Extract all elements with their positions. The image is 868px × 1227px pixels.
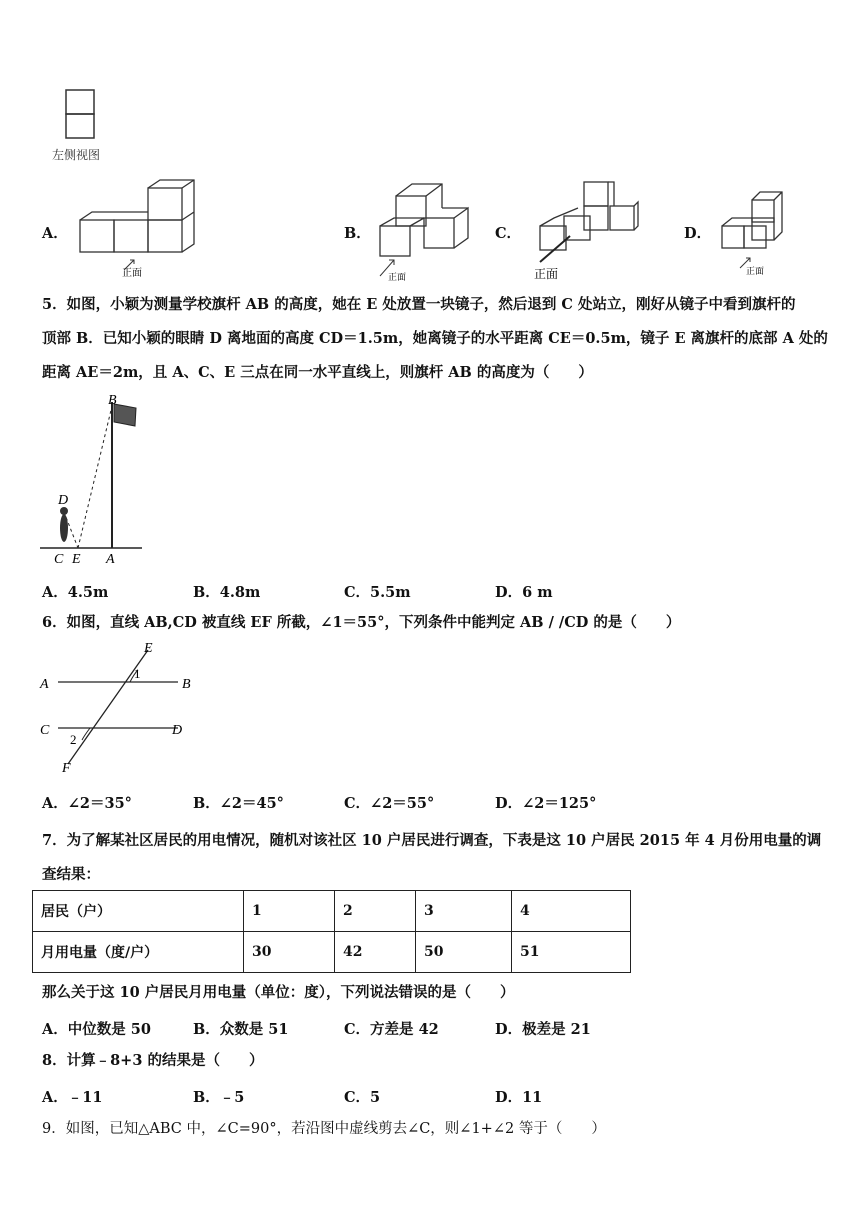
table-row <box>33 891 631 932</box>
q7-option-c[interactable]: C．方差是 42 <box>344 1021 439 1038</box>
q5-option-d[interactable]: D．6 m <box>495 584 553 601</box>
table-header-cell: 居民（户） <box>33 891 244 932</box>
table-cell: 50 <box>416 932 512 973</box>
label-line-e: E <box>144 641 153 656</box>
q8-option-d[interactable]: D．11 <box>495 1089 543 1106</box>
q5-stem-line1: 5．如图，小颖为测量学校旗杆 AB 的高度，她在 E 处放置一块镜子，然后退到 C 处站立，刚好从镜子中看到旗杆的 <box>42 296 796 313</box>
label-line-b: B <box>182 677 191 692</box>
label-a: A <box>106 552 115 567</box>
table-cell: 42 <box>335 932 416 973</box>
table-header-cell: 月用电量（度/户） <box>33 932 244 973</box>
q7-question: 那么关于这 10 户居民月用电量（单位：度），下列说法错误的是（ ） <box>42 984 515 1001</box>
label-c: C <box>54 552 64 567</box>
label-e: E <box>72 552 81 567</box>
q6-option-d[interactable]: D．∠2＝125° <box>495 795 597 812</box>
electricity-table <box>32 890 631 973</box>
front-label-a: 正面 <box>122 268 142 279</box>
label-line-d: D <box>172 723 183 738</box>
q8-stem: 8．计算﹣8+3 的结果是（ ） <box>42 1052 264 1069</box>
table-cell: 2 <box>335 891 416 932</box>
label-line-c: C <box>40 723 50 738</box>
q9-stem: 9．如图，已知△ABC 中，∠C=90°，若沿图中虚线剪去∠C，则∠1+∠2 等于（ ） <box>42 1121 606 1137</box>
q7-option-a[interactable]: A．中位数是 50 <box>42 1021 151 1038</box>
cube-figure-c <box>524 178 644 284</box>
q8-option-b[interactable]: B．﹣5 <box>193 1089 245 1106</box>
side-view-caption: 左侧视图 <box>52 148 101 162</box>
q4-option-c[interactable]: C． <box>495 225 522 242</box>
table-cell: 3 <box>416 891 512 932</box>
table-cell: 51 <box>512 932 631 973</box>
label-line-a: A <box>40 677 49 692</box>
q6-option-a[interactable]: A．∠2＝35° <box>42 795 132 812</box>
table-cell: 4 <box>512 891 631 932</box>
label-d: D <box>58 493 69 508</box>
cube-figure-d <box>716 186 791 278</box>
flagpole-figure <box>38 392 150 570</box>
table-cell: 1 <box>244 891 335 932</box>
q6-option-b[interactable]: B．∠2＝45° <box>193 795 284 812</box>
q5-option-b[interactable]: B．4.8m <box>193 584 261 601</box>
front-label-b: 正面 <box>388 273 407 283</box>
q7-stem-line1: 7．为了解某社区居民的用电情况，随机对该社区 10 户居民进行调查，下表是这 10 户居民 2015 年 4 月份用电量的调 <box>42 832 822 849</box>
cube-figure-b <box>372 178 477 283</box>
q8-option-c[interactable]: C．5 <box>344 1089 381 1106</box>
q7-option-b[interactable]: B．众数是 51 <box>193 1021 289 1038</box>
q4-option-a[interactable]: A． <box>42 225 68 242</box>
q6-stem: 6．如图，直线 AB,CD 被直线 EF 所截，∠1＝55°，下列条件中能判定 AB / /CD 的是（ ） <box>42 614 681 631</box>
q4-option-b[interactable]: B． <box>344 225 371 242</box>
front-label-d: 正面 <box>746 267 765 277</box>
q5-option-c[interactable]: C．5.5m <box>344 584 411 601</box>
label-angle-2: 2 <box>70 732 77 747</box>
q5-stem-line2: 顶部 B．已知小颖的眼睛 D 离地面的高度 CD＝1.5m，她离镜子的水平距离 CE＝0.5m，镜子 E 离旗杆的底部 A 处的 <box>42 330 828 347</box>
q5-stem-line3: 距离 AE＝2m，且 A、C、E 三点在同一水平直线上，则旗杆 AB 的高度为（ ） <box>42 364 593 381</box>
q5-option-a[interactable]: A．4.5m <box>42 584 109 601</box>
q6-option-c[interactable]: C．∠2＝55° <box>344 795 435 812</box>
table-row <box>33 932 631 973</box>
q7-option-d[interactable]: D．极差是 21 <box>495 1021 591 1038</box>
label-b: B <box>108 393 117 408</box>
parallel-lines-figure <box>38 640 198 776</box>
label-line-f: F <box>62 761 71 776</box>
label-angle-1: 1 <box>134 666 141 681</box>
q8-option-a[interactable]: A．﹣11 <box>42 1089 103 1106</box>
front-label-c: 正面 <box>534 267 559 281</box>
table-cell: 30 <box>244 932 335 973</box>
q7-stem-line2: 查结果： <box>42 866 100 883</box>
q4-option-d[interactable]: D． <box>684 225 712 242</box>
cube-figure-a <box>76 178 206 280</box>
